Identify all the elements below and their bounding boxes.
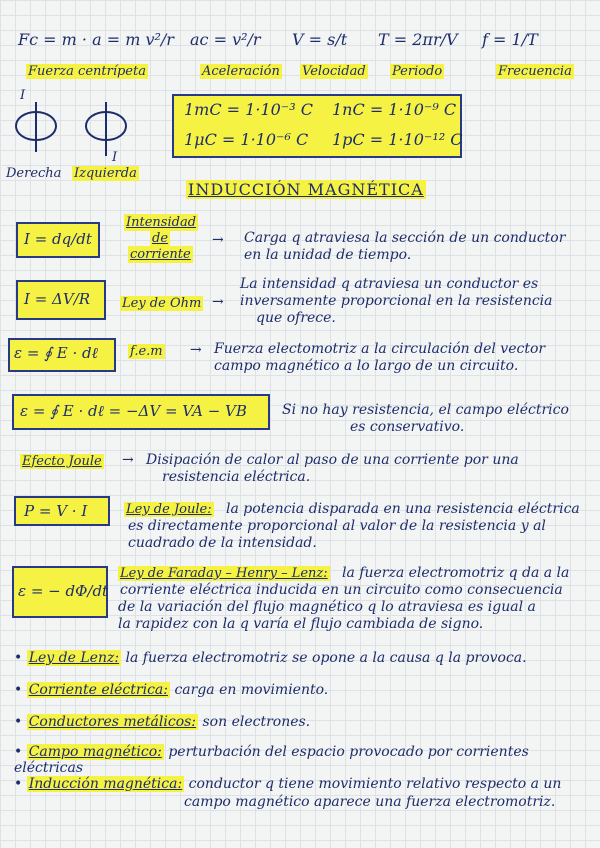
period-label: Periodo xyxy=(392,64,443,79)
bullet-text: conductor q tiene movimiento relativo respecto a un xyxy=(188,776,562,792)
unit-pc: 1pC = 1·10⁻¹² C xyxy=(332,130,463,149)
list-item: • Corriente eléctrica: carga en movimiento. xyxy=(14,682,329,698)
arrow-icon: → xyxy=(212,294,224,310)
faraday-def-2: corriente eléctrica inducida en un circuito como consecuencia xyxy=(120,582,563,598)
list-item: • Inducción magnética: conductor q tiene movimiento relativo respecto a un xyxy=(14,776,562,792)
faraday-formula: ε = − dΦ/dt xyxy=(18,582,109,600)
centripetal-force-label: Fuerza centrípeta xyxy=(28,64,146,79)
joule-law-def-3: cuadrado de la intensidad. xyxy=(128,535,317,551)
faraday-def-3: de la variación del flujo magnético q lo atraviesa es igual a xyxy=(118,599,536,615)
centripetal-force-formula: Fc = m · a = m v²/r xyxy=(18,30,174,49)
bullet-term: Ley de Lenz: xyxy=(28,650,120,666)
current-symbol-bottom: I xyxy=(112,150,118,165)
fem-label: f.e.m xyxy=(130,344,163,359)
right-hand-label: Derecha xyxy=(6,166,62,181)
intensity-label-3: corriente xyxy=(130,247,191,262)
conservative-formula: ε = ∮ E · dℓ = −ΔV = VA − VB xyxy=(20,402,247,420)
list-item: • Conductores metálicos: son electrones. xyxy=(14,714,311,730)
joule-effect-def-2: resistencia eléctrica. xyxy=(162,469,311,485)
bullet-text: la fuerza electromotriz se opone a la causa q la provoca. xyxy=(125,650,527,666)
frequency-formula: f = 1/T xyxy=(482,30,538,49)
intensity-def-2: en la unidad de tiempo. xyxy=(244,247,412,263)
current-symbol-top: I xyxy=(20,88,26,103)
intensity-formula: I = dq/dt xyxy=(24,230,92,248)
arrow-icon: → xyxy=(212,232,224,248)
ohm-label: Ley de Ohm xyxy=(122,296,202,311)
unit-nc: 1nC = 1·10⁻⁹ C xyxy=(332,100,457,119)
bullet-text-continued: campo magnético aparece una fuerza electromotriz. xyxy=(184,794,556,810)
period-formula: T = 2πr/V xyxy=(378,30,458,49)
ohm-def-1: La intensidad q atraviesa un conductor es xyxy=(240,276,539,292)
fem-formula: ε = ∮ E · dℓ xyxy=(14,344,98,362)
joule-effect-label: Efecto Joule xyxy=(22,454,102,469)
intensity-def-1: Carga q atraviesa la sección de un conductor xyxy=(244,230,566,246)
fem-def-2: campo magnético a lo largo de un circuito. xyxy=(214,358,519,374)
page-title: INDUCCIÓN MAGNÉTICA xyxy=(188,180,424,199)
power-formula: P = V · I xyxy=(24,502,88,520)
bullet-term: Inducción magnética: xyxy=(28,776,183,792)
frequency-label: Frecuencia xyxy=(498,64,572,79)
bullet-term: Corriente eléctrica: xyxy=(28,682,168,698)
acceleration-formula: ac = v²/r xyxy=(190,30,261,49)
faraday-law-label: Ley de Faraday – Henry – Lenz: xyxy=(120,566,328,581)
left-hand-label: Izquierda xyxy=(74,166,137,181)
joule-effect-def-1: Disipación de calor al paso de una corriente por una xyxy=(146,452,519,468)
acceleration-label: Aceleración xyxy=(202,64,280,79)
list-item: • Campo magnético: perturbación del espacio provocado por corrientes eléctricas xyxy=(14,744,529,776)
fem-def-1: Fuerza electomotriz a la circulación del vector xyxy=(214,341,546,357)
bullet-term: Conductores metálicos: xyxy=(28,714,197,730)
unit-mc: 1mC = 1·10⁻³ C xyxy=(184,100,313,119)
arrow-icon: → xyxy=(190,342,202,358)
faraday-def-4: la rapidez con la q varía el flujo cambiada de signo. xyxy=(118,616,484,632)
bullet-text: carga en movimiento. xyxy=(174,682,329,698)
bullet-text: perturbación del espacio provocado por corrientes eléctricas xyxy=(14,744,529,776)
ohm-formula: I = ΔV/R xyxy=(24,290,91,308)
faraday-def-1: la fuerza electromotriz q da a la xyxy=(342,565,570,581)
joule-law-def-1: la potencia disparada en una resistencia eléctrica xyxy=(226,501,580,517)
ohm-def-3: que ofrece. xyxy=(256,310,336,326)
joule-law-def-2: es directamente proporcional al valor de la resistencia y al xyxy=(128,518,546,534)
conservative-def-1: Si no hay resistencia, el campo eléctrico xyxy=(282,402,569,418)
velocity-formula: V = s/t xyxy=(292,30,348,49)
ohm-def-2: inversamente proporcional en la resistencia xyxy=(240,293,553,309)
bullet-term: Campo magnético: xyxy=(28,744,162,760)
intensity-label-1: Intensidad xyxy=(126,215,197,230)
unit-uc: 1μC = 1·10⁻⁶ C xyxy=(184,130,309,149)
conservative-def-2: es conservativo. xyxy=(350,419,465,435)
arrow-icon: → xyxy=(122,452,134,468)
bullet-text: son electrones. xyxy=(202,714,311,730)
joule-law-label: Ley de Joule: xyxy=(126,502,212,517)
list-item: • Ley de Lenz: la fuerza electromotriz se opone a la causa q la provoca. xyxy=(14,650,527,666)
velocity-label: Velocidad xyxy=(302,64,366,79)
intensity-label-2: de xyxy=(152,231,169,246)
